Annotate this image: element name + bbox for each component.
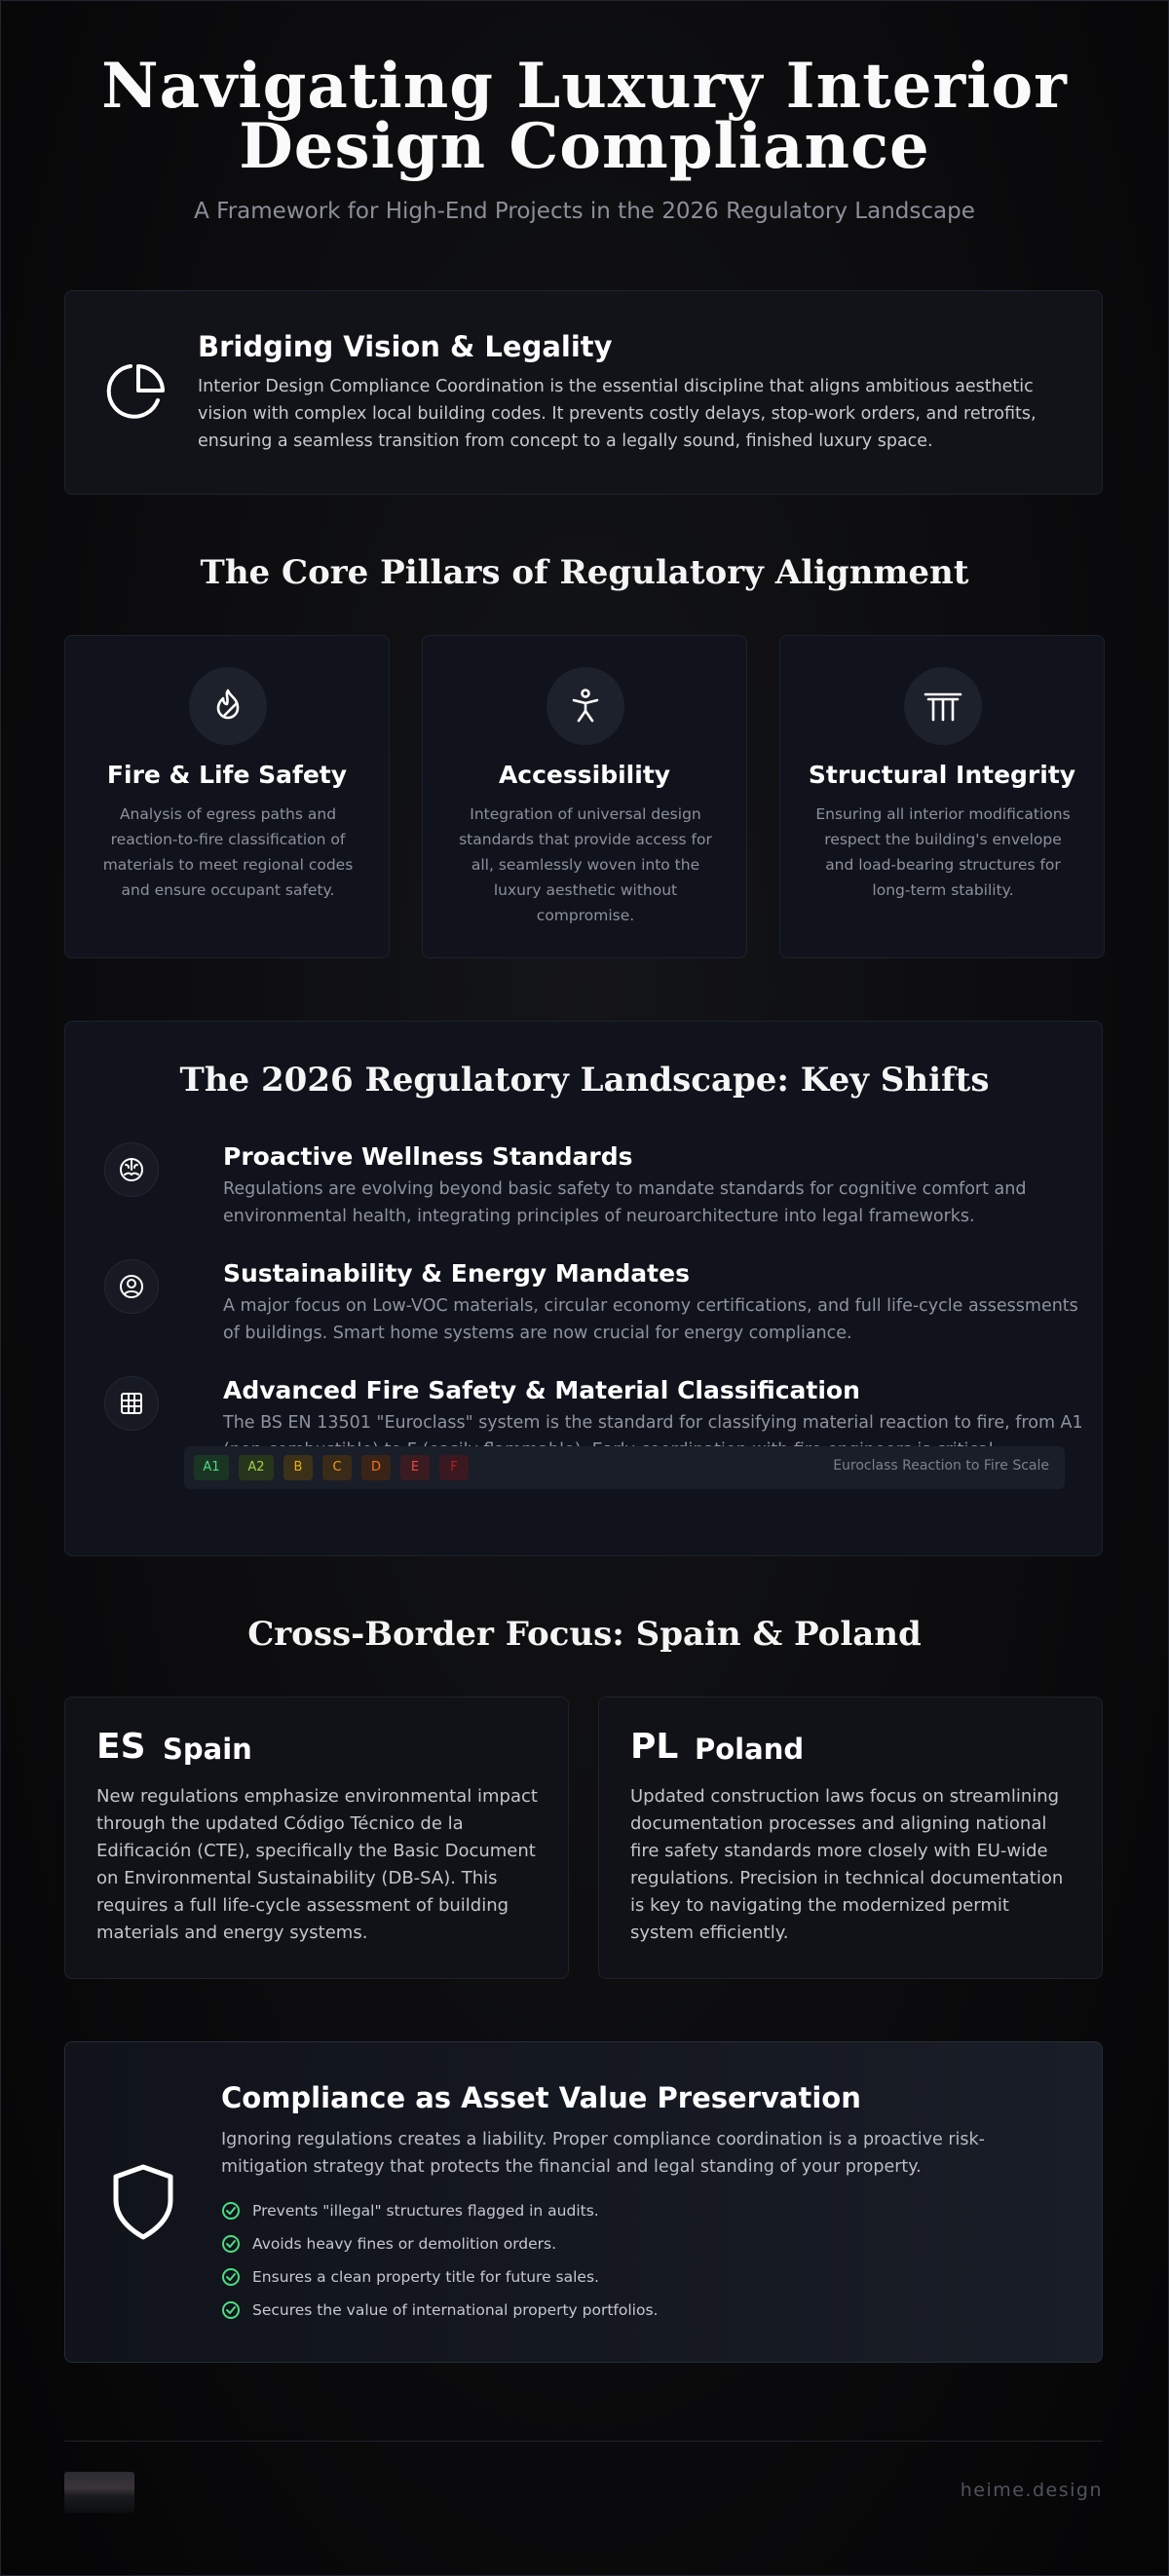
list-item [221, 2200, 658, 2233]
country-name: Spain [163, 1733, 252, 1766]
check-circle-icon [221, 2267, 241, 2287]
asset-title: Compliance as Asset Value Preservation [221, 2081, 861, 2114]
country-body: Updated construction laws focus on streamlining documentation processes and aligning national fire safety standards more closely with EU-wide regulations. Precision in technical documentation is key to navigating the modernized permit system efficiently. [630, 1786, 1064, 1943]
euroclass-chip-b: B [283, 1455, 313, 1480]
hero-header [0, 50, 1169, 224]
euroclass-scale [184, 1446, 1065, 1489]
pillar-title: Fire & Life Safety [106, 761, 348, 789]
euroclass-caption: Euroclass Reaction to Fire Scale [833, 1458, 1049, 1474]
shifts-title: The 2026 Regulatory Landscape: Key Shifts [179, 1061, 990, 1100]
pillar-body: Integration of universal design standards that provide access for all, seamlessly woven into the luxury aesthetic without compromise. [459, 805, 712, 924]
regulatory-shifts-card [64, 1021, 1103, 1556]
pillars-title: The Core Pillars of Regulatory Alignment [200, 553, 969, 592]
page-title-line-2: Design Compliance [239, 110, 930, 183]
shift-title: Advanced Fire Safety & Material Classification [223, 1376, 860, 1404]
list-item [221, 2233, 658, 2266]
intro-title: Bridging Vision & Legality [198, 330, 613, 363]
brain-icon [117, 1155, 146, 1184]
shift-body: A major focus on Low-VOC materials, circular economy certifications, and full life-cycle assessments of buildings. Smart home systems are now crucial for energy compliance. [223, 1296, 1078, 1343]
bullet-text: Prevents "illegal" structures flagged in audits. [252, 2202, 599, 2220]
flame-icon [208, 687, 247, 726]
list-item [221, 2266, 658, 2299]
country-name: Poland [695, 1733, 805, 1766]
check-circle-icon [221, 2234, 241, 2254]
check-circle-icon [221, 2300, 241, 2320]
intro-card [64, 290, 1103, 495]
euroclass-chip-e: E [400, 1455, 430, 1480]
shift-body: Regulations are evolving beyond basic safety to mandate standards for cognitive comfort and environmental health, integrating principles of neuroarchitecture into legal frameworks. [223, 1179, 1027, 1226]
page-title-line-1: Navigating Luxury Interior [101, 50, 1068, 123]
accessibility-icon [566, 687, 605, 726]
footer-brand[interactable]: heime.design [960, 2480, 1103, 2501]
asset-body: Ignoring regulations creates a liability. Proper compliance coordination is a proactive risk-mitigation strategy that protects the financial and legal standing of your property. [221, 2130, 985, 2177]
bullet-text: Secures the value of international property portfolios. [252, 2301, 659, 2319]
list-item [221, 2299, 658, 2333]
pillar-icon-circle [189, 667, 267, 745]
country-code: PL [630, 1727, 679, 1767]
page-title [0, 50, 1169, 183]
asset-bullet-list [221, 2200, 658, 2333]
shift-title: Sustainability & Energy Mandates [223, 1259, 690, 1288]
intro-body: Interior Design Compliance Coordination is the essential discipline that aligns ambitious aesthetic vision with complex local building codes. It prevents costly delays, stop-work orders, and retrofits, ensuring a seamless transition from concept to a legally sound, finished luxury space. [198, 377, 1037, 451]
pillar-card-structural [779, 635, 1105, 958]
country-card-poland [598, 1697, 1103, 1979]
euroclass-chip-a1: A1 [194, 1455, 229, 1480]
grid-icon [118, 1390, 145, 1417]
bullet-text: Avoids heavy fines or demolition orders. [252, 2235, 557, 2253]
footer-divider [64, 2441, 1103, 2442]
pillar-card-fire [64, 635, 390, 958]
pillar-icon-circle [547, 667, 624, 745]
pillar-title: Accessibility [498, 761, 671, 789]
check-circle-icon [221, 2201, 241, 2221]
countries-title: Cross-Border Focus: Spain & Poland [247, 1615, 922, 1654]
pillar-icon-circle [904, 667, 982, 745]
shift-title: Proactive Wellness Standards [223, 1142, 633, 1171]
pillar-body: Ensuring all interior modifications respect the building's envelope and load-bearing structures for long-term stability. [815, 805, 1071, 899]
country-card-spain [64, 1697, 569, 1979]
pillar-title: Structural Integrity [808, 761, 1076, 789]
euroclass-chip-a2: A2 [239, 1455, 274, 1480]
pillar-body: Analysis of egress paths and reaction-to-fire classification of materials to meet regional codes and ensure occupant safety. [102, 805, 354, 899]
country-code: ES [96, 1727, 146, 1767]
country-body: New regulations emphasize environmental impact through the updated Código Técnico de la Edificación (CTE), specifically the Basic Document on Environmental Sustainability (DB-SA). This requires a full life-cycle assessment of building materials and energy systems. [96, 1786, 538, 1943]
shift-body: The BS EN 13501 "Euroclass" system is the standard for classifying material reaction to fire, from A1 [223, 1413, 1083, 1433]
shift-icon-circle [104, 1142, 159, 1197]
footer-thumbnail-image [64, 2472, 134, 2513]
bullet-text: Ensures a clean property title for future sales. [252, 2268, 599, 2286]
columns-icon [923, 687, 963, 726]
euroclass-chip-f: F [439, 1455, 469, 1480]
shift-icon-circle [104, 1376, 159, 1431]
shield-icon [112, 2163, 174, 2241]
page-subtitle: A Framework for High-End Projects in the 2026 Regulatory Landscape [194, 199, 975, 224]
shift-icon-circle [104, 1259, 159, 1314]
pillar-card-accessibility [422, 635, 747, 958]
euroclass-chip-c: C [322, 1455, 352, 1480]
pie-chart-icon [106, 361, 167, 422]
user-circle-icon [117, 1272, 146, 1301]
asset-value-card [64, 2041, 1103, 2363]
euroclass-chip-d: D [361, 1455, 391, 1480]
